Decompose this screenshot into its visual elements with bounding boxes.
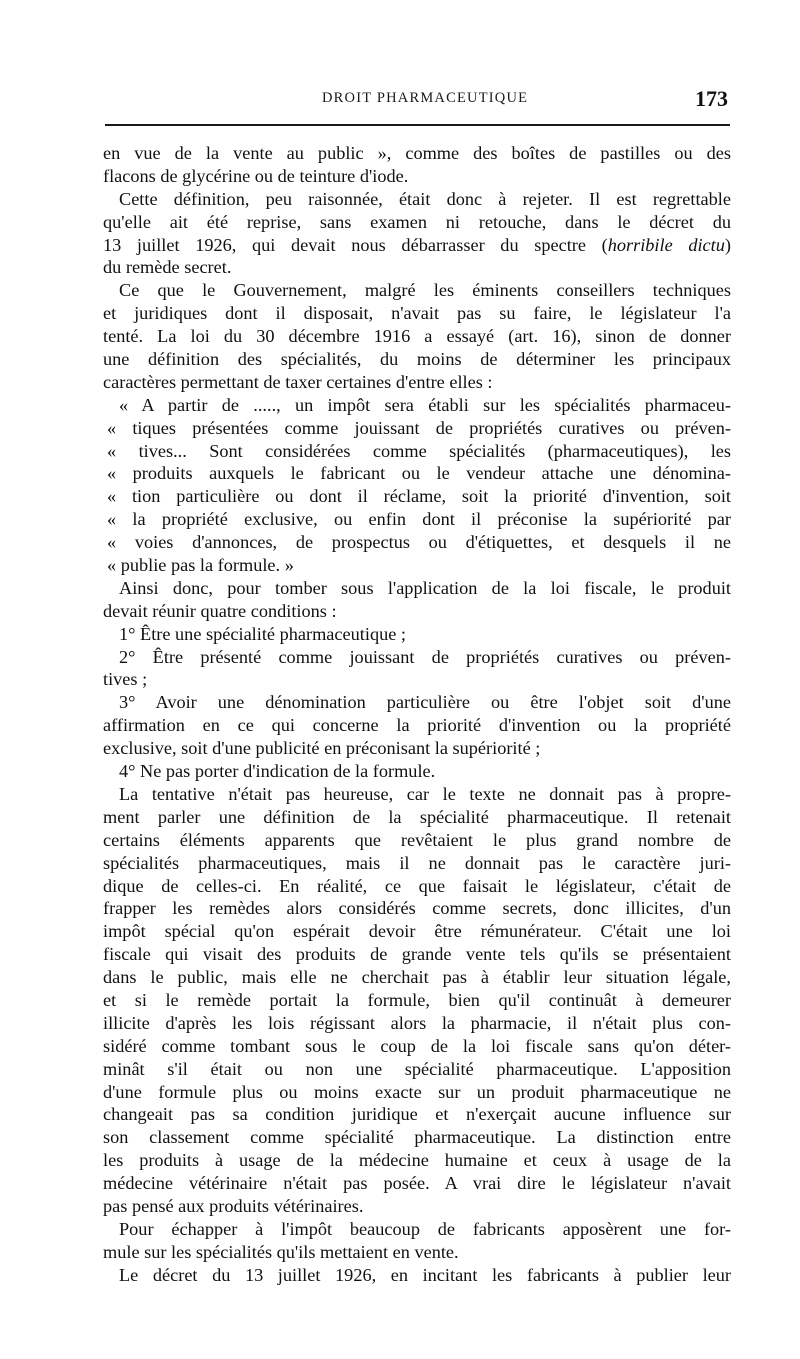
- text-line: spécialités pharmaceutiques, mais il ne donnait pas le caractère juri-: [103, 852, 731, 873]
- text-line: tives ;: [103, 669, 148, 690]
- text-line: et juridiques dont il disposait, n'avait pas su faire, le législateur l'a: [103, 303, 731, 324]
- text-line: son classement comme spécialité pharmaceutique. La distinction entre: [103, 1127, 731, 1148]
- text-line: médecine vétérinaire n'était pas posée. A vrai dire le législateur n'avait: [103, 1173, 731, 1194]
- text-line: « voies d'annonces, de prospectus ou d'étiquettes, et desquels il ne: [107, 532, 731, 553]
- text-line: Ainsi donc, pour tomber sous l'application de la loi fiscale, le produit: [119, 577, 731, 598]
- text-line: ment parler une définition de la spécialité pharmaceutique. Il retenait: [103, 806, 731, 827]
- text-line: caractères permettant de taxer certaines d'entre elles :: [103, 371, 493, 392]
- text-line: mule sur les spécialités qu'ils mettaient en vente.: [103, 1241, 459, 1262]
- text-line: Cette définition, peu raisonnée, était donc à rejeter. Il est regrettable: [119, 188, 731, 209]
- body-text: [103, 142, 731, 1287]
- text-line: 13 juillet 1926, qui devait nous débarrasser du spectre (horribile dictu): [103, 234, 731, 255]
- text-line: tenté. La loi du 30 décembre 1916 a essayé (art. 16), sinon de donner: [103, 326, 731, 347]
- text-line: « la propriété exclusive, ou enfin dont il préconise la supériorité par: [107, 509, 731, 530]
- text-line: 3° Avoir une dénomination particulière ou être l'objet soit d'une: [119, 692, 731, 713]
- text-line: sidéré comme tombant sous le coup de la loi fiscale sans qu'on déter-: [103, 1035, 731, 1056]
- text-line: dique de celles-ci. En réalité, ce que faisait le législateur, c'était de: [103, 875, 731, 896]
- text-line: d'une formule plus ou moins exacte sur un produit pharmaceutique ne: [103, 1081, 731, 1102]
- text-line: en vue de la vente au public », comme des boîtes de pastilles ou des: [103, 143, 731, 163]
- text-line: Ce que le Gouvernement, malgré les éminents conseillers techniques: [119, 280, 731, 301]
- text-line: exclusive, soit d'une publicité en préconisant la supériorité ;: [103, 738, 541, 759]
- text-line: les produits à usage de la médecine humaine et ceux à usage de la: [103, 1150, 731, 1171]
- text-line: minât s'il était ou non une spécialité pharmaceutique. L'apposition: [103, 1058, 731, 1079]
- text-line: « publie pas la formule. »: [107, 555, 294, 576]
- text-line: « A partir de ....., un impôt sera établi sur les spécialités pharmaceu-: [119, 394, 731, 415]
- text-line: « tiques présentées comme jouissant de propriétés curatives ou préven-: [107, 417, 731, 438]
- text-line: Le décret du 13 juillet 1926, en incitant les fabricants à publier leur: [119, 1264, 731, 1285]
- page-header: [105, 86, 730, 116]
- text-line: certains éléments apparents que revêtaient le plus grand nombre de: [103, 829, 731, 850]
- text-line: « produits auxquels le fabricant ou le vendeur attache une dénomina-: [107, 463, 731, 484]
- text-line: pas pensé aux produits vétérinaires.: [103, 1195, 364, 1216]
- text-line: impôt spécial qu'on espérait devoir être rémunérateur. C'était une loi: [103, 921, 731, 942]
- text-line: frapper les remèdes alors considérés comme secrets, donc illicites, d'un: [103, 898, 731, 919]
- page-number: 173: [695, 86, 728, 111]
- text-line: fiscale qui visait des produits de grande vente tels qu'ils se présentaient: [103, 944, 731, 965]
- text-line: qu'elle ait été reprise, sans examen ni retouche, dans le décret du: [103, 211, 731, 232]
- text-line: Pour échapper à l'impôt beaucoup de fabricants apposèrent une for-: [119, 1218, 731, 1239]
- text-line: « tion particulière ou dont il réclame, soit la priorité d'invention, soit: [107, 486, 731, 507]
- text-line: du remède secret.: [103, 257, 232, 278]
- text-line: affirmation en ce qui concerne la priorité d'invention ou la propriété: [103, 715, 731, 736]
- running-title: DROIT PHARMACEUTIQUE: [322, 90, 529, 106]
- text-line: changeait pas sa condition juridique et n'exerçait aucune influence sur: [103, 1104, 731, 1125]
- text-line: dans le public, mais elle ne cherchait pas à établir leur situation légale,: [103, 967, 731, 988]
- text-line: devait réunir quatre conditions :: [103, 600, 337, 621]
- text-line: 2° Être présenté comme jouissant de propriétés curatives ou préven-: [119, 646, 731, 667]
- text-line: une définition des spécialités, du moins de déterminer les principaux: [103, 349, 731, 370]
- text-line: et si le remède portait la formule, bien qu'il continuât à demeurer: [103, 989, 731, 1010]
- header-rule: [105, 124, 730, 126]
- text-line: « tives... Sont considérées comme spécialités (pharmaceutiques), les: [107, 440, 731, 461]
- text-line: flacons de glycérine ou de teinture d'iode.: [103, 165, 409, 186]
- text-line: 1° Être une spécialité pharmaceutique ;: [119, 623, 406, 644]
- text-line: La tentative n'était pas heureuse, car le texte ne donnait pas à propre-: [119, 783, 731, 804]
- text-line: 4° Ne pas porter d'indication de la formule.: [119, 761, 436, 782]
- text-line: illicite d'après les lois régissant alors la pharmacie, il n'était plus con-: [103, 1012, 731, 1033]
